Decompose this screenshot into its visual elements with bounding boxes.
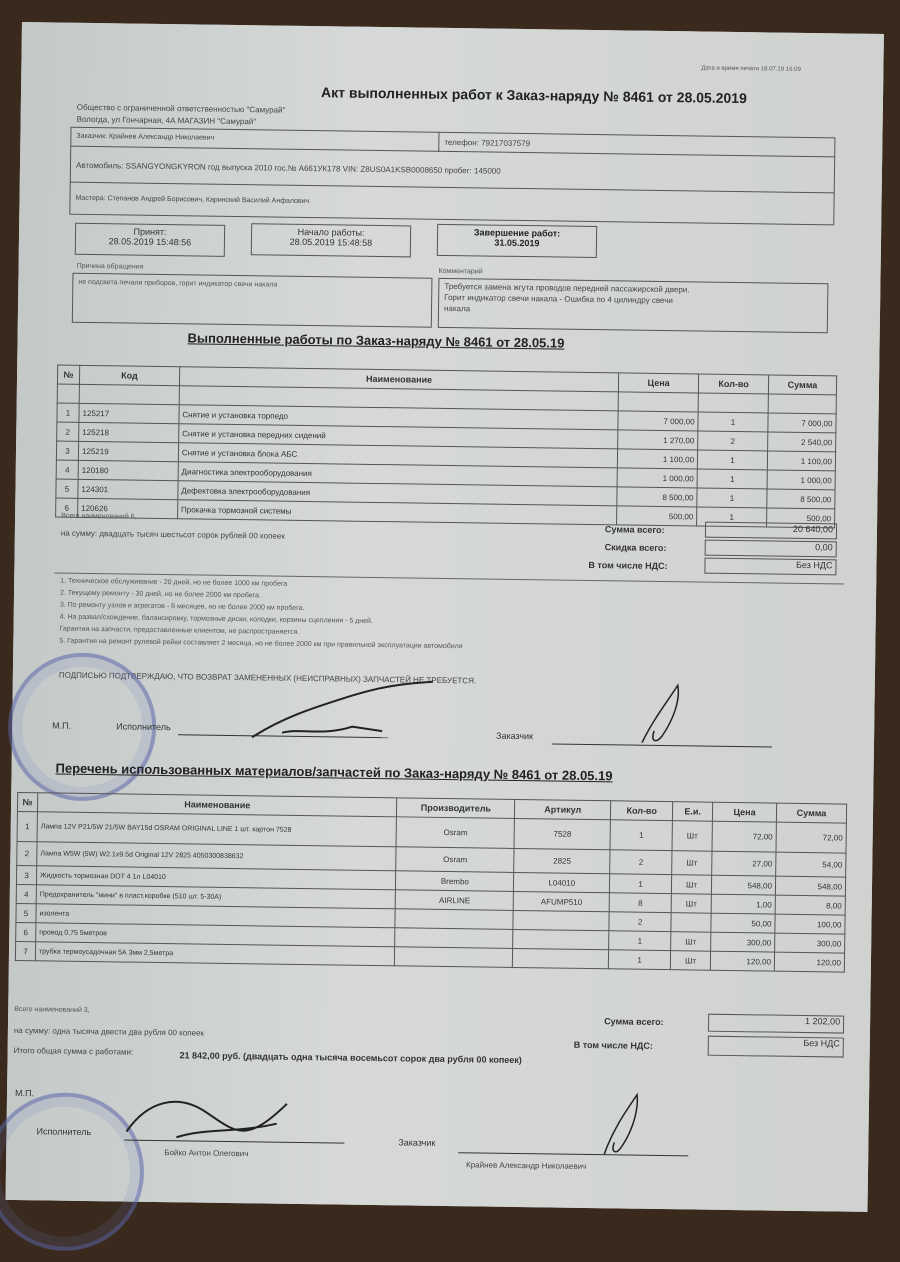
customer-signature-2 [596, 1090, 647, 1161]
parts-table [15, 792, 847, 973]
table-row: 2 Лампа W5W (5W) W2.1x9.5d Original 12V 2825 4050300838632 Osram 2825 2 Шт 27,00 54,00 [17, 842, 846, 878]
parts-col-unit: Е.и. [673, 802, 713, 822]
works-discount-value: 0,00 [705, 540, 837, 558]
customer-info: Заказчик: Крайнев Александр Николаевич [76, 132, 215, 142]
customer-name: Крайнев Александр Николаевич [466, 1160, 587, 1171]
warranty-line-3: 3. По ремонту узлов и агрегатов - 6 месяцев, но не более 2000 км пробега. [59, 601, 305, 612]
customer-signature-1 [632, 681, 693, 752]
table-row: 1 125217 Снятие и установка торпедо 7 000,00 1 7 000,00 [57, 403, 836, 433]
end-date-box [437, 224, 597, 258]
warranty-line-4: 4. На развал/схождение, балансировку, тормозные диски, колодки, корзины сцепления - 5 дней. [59, 613, 373, 625]
table-row: 4 Предохранитель "мини" в пласт.коробке (510 шт. 5-30A) AIRLINE AFUMP510 8 Шт 1,00 8,00 [16, 885, 845, 916]
table-row: 1 Лампа 12V P21/5W 21/5W BAY15d OSRAM ORIGINAL LINE 1 шт. картон 7528 Osram 7528 1 Шт 72,00 72,00 [17, 812, 846, 854]
comment-line-3: накала [443, 303, 471, 314]
works-col-num: № [57, 365, 79, 384]
parts-vat-value: Без НДС [708, 1036, 844, 1058]
parts-sum-words: на сумму: одна тысяча двести два рубля 00 копеек [13, 1025, 205, 1038]
works-total-value: 20 640,00 [705, 522, 837, 540]
accepted-date-box [75, 223, 225, 257]
confirm-text: ПОДПИСЬЮ ПОДТВЕРЖДАЮ, ЧТО ВОЗВРАТ ЗАМЕНЕННЫХ (НЕИСПРАВНЫХ) ЗАПЧАСТЕЙ НЕ ТРЕБУЕТСЯ. [58, 670, 477, 686]
table-row: 7 трубка термоусадочная 5А 3мм 2,5метра 1 Шт 120,00 120,00 [15, 942, 844, 973]
warranty-line-5: Гарантия на запчасти, предоставленные клиентом, не распространяется. [59, 625, 300, 636]
mp-label-2: М.П. [14, 1088, 35, 1099]
executor-label-1: Исполнитель [116, 721, 171, 733]
works-count: Всего наименований 6, [61, 512, 137, 521]
grand-total-label: Итого общая сумма с работами: [13, 1045, 134, 1057]
customer-label-2: Заказчик [398, 1137, 436, 1148]
end-date: 31.05.2019 [494, 237, 540, 249]
end-label: Завершение работ: [473, 227, 561, 239]
works-col-code: Код [79, 365, 179, 385]
parts-col-price: Цена [712, 802, 776, 822]
table-row: 3 125219 Снятие и установка блока АБС 1 100,00 1 1 100,00 [56, 441, 835, 471]
executor-label-2: Исполнитель [36, 1126, 92, 1138]
executor-signature-1 [242, 677, 443, 750]
parts-col-num: № [17, 793, 37, 812]
executor-signature-2 [116, 1081, 317, 1154]
accepted-label: Принят: [133, 226, 167, 238]
works-col-qty: Кол-во [698, 374, 768, 394]
company-name: Общество с ограниченной ответственностью "Самурай" [76, 102, 286, 115]
customer-label-1: Заказчик [496, 730, 534, 742]
warranty-line-6: 5. Гарантия на ремонт рулевой рейки составляет 2 месяца, но не более 2000 км при правильной эксплуатации автомобиля [59, 637, 463, 651]
reason-text: не подсвета печали приборов, горит индикатор свечи накала [78, 278, 278, 289]
parts-total-value: 1 202,00 [708, 1014, 844, 1034]
parts-total-label: Сумма всего: [604, 1016, 664, 1028]
car-info: Автомобиль: SSANGYONGKYRON год выпуска 2010 гос.№ А661УК178 VIN: Z8US0A1KSB0008650 пробег: 145000 [75, 160, 501, 176]
parts-col-sum: Сумма [776, 803, 846, 823]
masters-info: Мастера: Степанов Андрей Борисович, Каринский Василий Анфалович [75, 194, 310, 206]
table-row: 5 изолента 2 50,00 100,00 [16, 904, 845, 935]
table-row: 2 125218 Снятие и установка передних сидений 1 270,00 2 2 540,00 [57, 422, 836, 452]
company-address: Вологда, ул Гончарная, 4А МАГАЗИН "Самурай" [76, 114, 257, 127]
start-label: Начало работы: [297, 226, 365, 238]
parts-vat-label: В том числе НДС: [573, 1039, 653, 1051]
parts-col-name: Наименование [37, 793, 397, 817]
start-date: 28.05.2019 15:48:58 [289, 236, 373, 248]
table-row: 5 124301 Дефектовка электрооборудования 8 500,00 1 8 500,00 [56, 479, 835, 509]
parts-col-qty: Кол-во [611, 801, 673, 821]
works-total-label: Сумма всего: [604, 524, 665, 536]
comment-line-2: Горит индикатор свечи накала - Ошибка по 4 цилиндру свечи [444, 292, 673, 306]
parts-count: Всего наименований 3, [14, 1005, 90, 1015]
works-vat-value: Без НДС [704, 558, 836, 576]
accepted-date: 28.05.2019 15:48:56 [108, 236, 192, 248]
mp-label-1: М.П. [52, 720, 72, 731]
works-col-price: Цена [619, 373, 699, 393]
warranty-line-1: 1. Техническое обслуживание - 20 дней, но не более 1000 км пробега [60, 577, 288, 588]
warranty-line-2: 2. Текущему ремонту - 30 дней, но не более 2000 км пробега. [59, 589, 261, 600]
table-row: 6 провод 0,75 5метров 1 Шт 300,00 300,00 [16, 923, 845, 954]
document-sheet [6, 22, 884, 1212]
works-vat-label: В том числе НДС: [588, 559, 668, 572]
works-table [55, 365, 837, 529]
print-date: Дата и время печати 18.07.19 16:09 [701, 65, 801, 73]
reason-label: Причина обращения [76, 262, 144, 271]
table-row: 3 Жидкость тормозная DOT 4 1л L04010 Brembo L04010 1 Шт 548,00 548,00 [16, 866, 845, 897]
start-date-box [251, 223, 411, 257]
works-sum-words: на сумму: двадцать тысяч шестьсот сорок рублей 00 копеек [60, 528, 285, 541]
comment-label: Комментарий [438, 267, 483, 276]
parts-col-article: Артикул [515, 799, 611, 819]
grand-total-value: 21 842,00 руб. (двадцать одна тысяча восемьсот сорок два рубля 00 копеек) [179, 1050, 522, 1066]
works-discount-label: Скидка всего: [604, 542, 667, 554]
comment-line-1: Требуется замена жгута проводов передней пассажирской двери. [444, 281, 690, 295]
works-title: Выполненные работы по Заказ-наряду № 8461 от 28.05.19 [187, 330, 565, 351]
table-row: 6 120626 Прокачка тормозной системы 500,00 1 500,00 [56, 498, 835, 528]
phone-info: телефон: 79217037579 [444, 137, 531, 149]
document-title: Акт выполненных работ к Заказ-наряду № 8461 от 28.05.2019 [320, 84, 747, 107]
executor-name: Бойко Антон Олегович [164, 1148, 249, 1159]
table-row: 4 120180 Диагностика электрооборудования 1 000,00 1 1 000,00 [56, 460, 835, 490]
works-col-name: Наименование [179, 367, 619, 392]
parts-col-maker: Производитель [397, 798, 515, 819]
works-col-sum: Сумма [768, 375, 836, 395]
parts-title: Перечень использованных материалов/запчастей по Заказ-наряду № 8461 от 28.05.19 [55, 760, 613, 784]
